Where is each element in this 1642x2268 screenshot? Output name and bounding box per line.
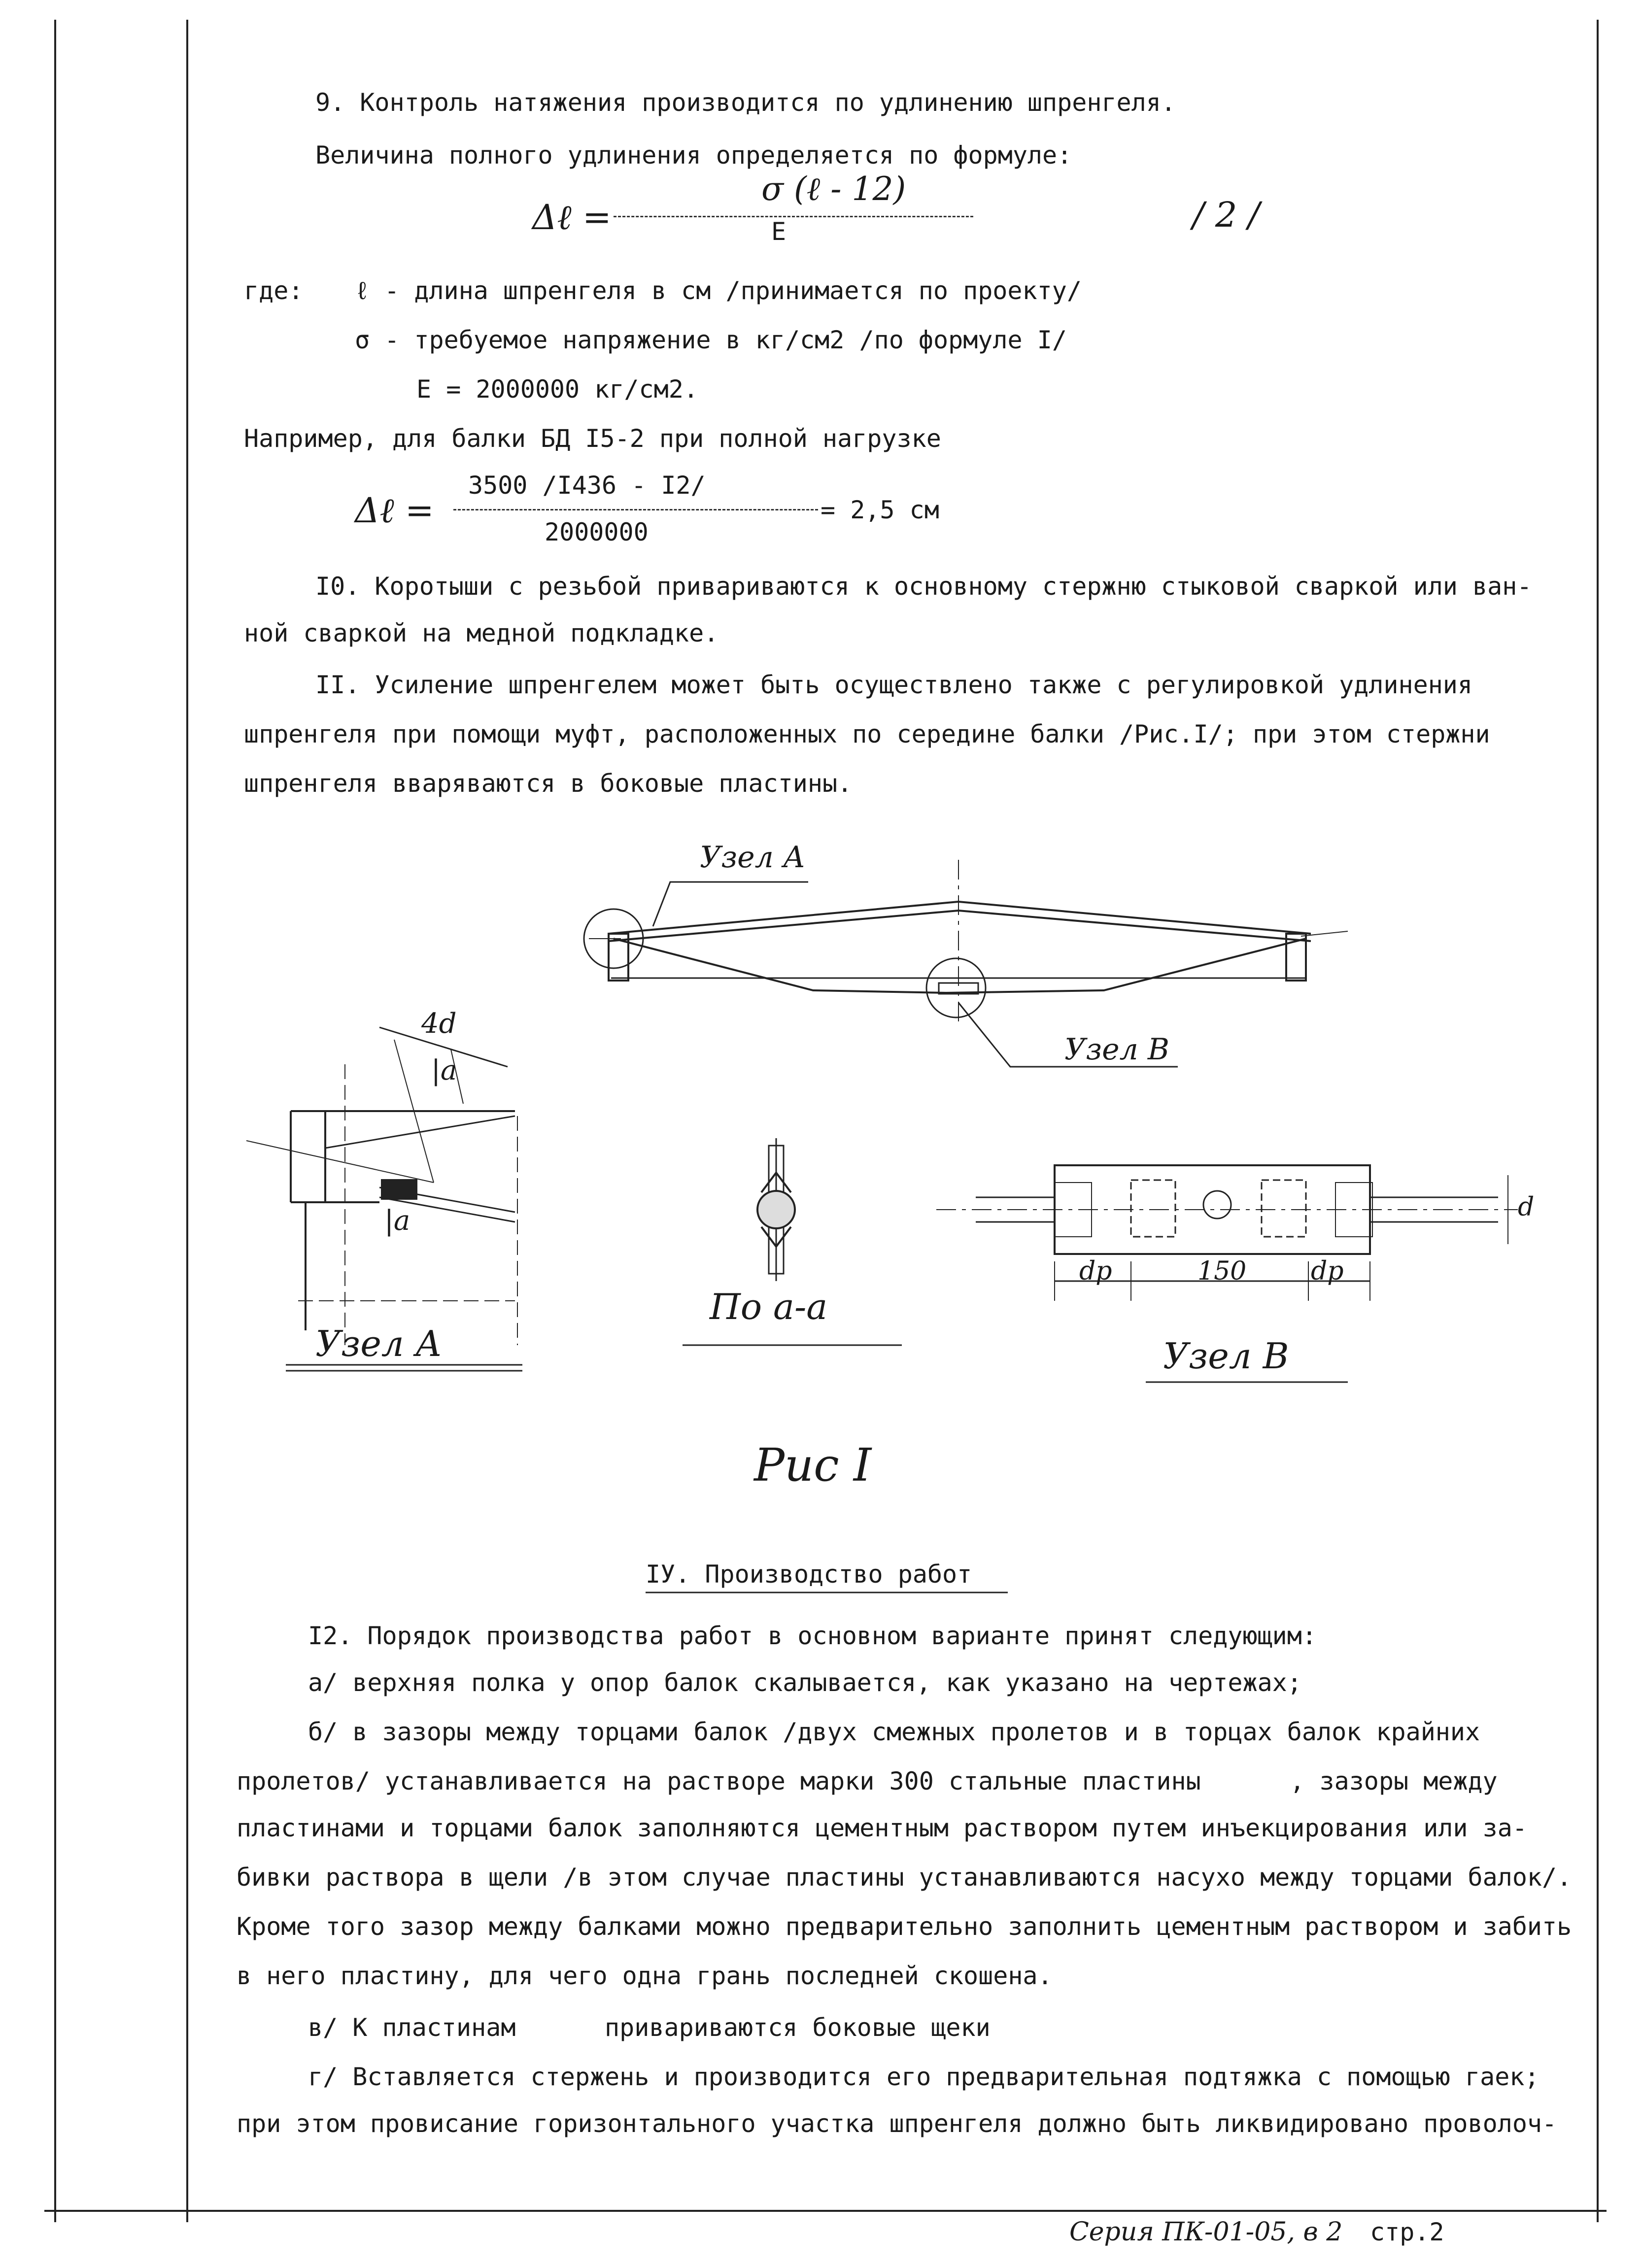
fig-title: Рис I: [754, 1439, 872, 1491]
example-result: = 2,5 см: [821, 496, 939, 524]
node-a-slope: [246, 1141, 434, 1183]
p12-a: а/ верхняя полка у опор балок скалывается, как указано на чертежах;: [308, 1668, 1302, 1697]
p12-b4: бивки раствора в щели /в этом случае пластины устанавливаются насухо между торцами балок/.: [237, 1863, 1572, 1892]
example-denominator: 2000000: [545, 518, 649, 546]
p10-line1: I0. Коротыши с резьбой привариваются к основному стержню стыковой сваркой или ван-: [315, 572, 1532, 601]
p11-line3: шпренгеля вваряваются в боковые пластины.: [244, 769, 853, 798]
p12-b3: пластинами и торцами балок заполняются цементным раствором путем инъекцирования или за-: [237, 1814, 1527, 1842]
p9-line2: Величина полного удлинения определяется по формуле:: [315, 141, 1072, 169]
fig-node-a-label: Узел А: [700, 840, 806, 875]
formula2-lhs: Δℓ =: [532, 197, 612, 237]
fig-dim-1a-top: |a: [431, 1054, 457, 1086]
footer-series: Серия ПК-01-05, в 2: [1069, 2217, 1343, 2247]
p12-b1: б/ в зазоры между торцами балок /двух смежных пролетов и в торцах балок крайних: [308, 1718, 1480, 1746]
p11-line2: шпренгеля при помощи муфт, расположенных по середине балки /Рис.I/; при этом стержни: [244, 720, 1490, 748]
where-l-desc: ℓ - длина шпренгеля в см /принимается по проекту/: [355, 276, 1082, 305]
beam-top-chord-inner: [609, 911, 1311, 941]
node-b-inner-left: [1131, 1180, 1175, 1237]
p12-line1: I2. Порядок производства работ в основном варианте принят следующим:: [308, 1622, 1317, 1650]
fig-caption-node-a: Узел А: [315, 1323, 443, 1364]
node-b-inner-right: [1262, 1180, 1306, 1237]
where-label: где:: [244, 276, 304, 305]
formula2-number: / 2 /: [1193, 195, 1260, 235]
footer-page: стр.2: [1370, 2218, 1444, 2246]
formula2-numerator: σ (ℓ - 12): [761, 170, 906, 208]
p10-line2: ной сваркой на медной подкладке.: [244, 619, 719, 647]
node-b-hole: [1203, 1191, 1231, 1219]
p12-b2: пролетов/ устанавливается на растворе марки 300 стальные пластины , зазоры между: [237, 1767, 1498, 1795]
fig-caption-node-b: Узел В: [1163, 1335, 1289, 1377]
formula2-denominator: E: [771, 217, 787, 246]
p12-g1: г/ Вставляется стержень и производится его предварительная подтяжка с помощью гаек;: [308, 2063, 1539, 2091]
p12-v: в/ К пластинам привариваются боковые щеки: [308, 2013, 991, 2042]
fig-caption-section: По а-а: [710, 1286, 828, 1327]
node-b-circle: [926, 958, 986, 1017]
where-e-desc: E = 2000000 кг/см2.: [416, 375, 698, 404]
fig-dim-dp-left: dр: [1079, 1256, 1112, 1286]
fig-dim-150: 150: [1197, 1256, 1247, 1286]
p12-b5: Кроме того зазор между балками можно предварительно заполнить цементным раствором и забить: [237, 1912, 1572, 1941]
fig-node-b-label: Узел В: [1064, 1032, 1169, 1067]
fig-dim-d: d: [1518, 1192, 1535, 1222]
where-sigma-desc: σ - требуемое напряжение в кг/см2 /по формуле I/: [355, 326, 1067, 354]
node-a-anchor: [382, 1180, 416, 1199]
p12-b6: в него пластину, для чего одна грань последней скошена.: [237, 1962, 1053, 1990]
p12-g2: при этом провисание горизонтального участка шпренгеля должно быть ликвидировано проволоч-: [237, 2109, 1557, 2138]
fig-dim-1a-bottom: |a: [384, 1205, 410, 1237]
p9-line1: 9. Контроль натяжения производится по удлинению шпренгеля.: [315, 88, 1176, 117]
node-a-leader: [653, 882, 808, 926]
fig-dim-4d: 4d: [421, 1008, 457, 1040]
fig-dim-dp-right: dр: [1311, 1256, 1344, 1286]
example-text: Например, для балки БД I5-2 при полной нагрузке: [244, 424, 941, 453]
beam-strut-rod: [614, 939, 1306, 993]
section-bar: [757, 1191, 795, 1228]
p11-line1: II. Усиление шпренгелем может быть осуществлено также с регулировкой удлинения: [315, 671, 1472, 699]
section4-heading: IУ. Производство работ: [646, 1560, 972, 1589]
example-numerator: 3500 /I436 - I2/: [468, 471, 706, 500]
beam-top-chord: [609, 902, 1311, 934]
example-lhs: Δℓ =: [355, 490, 434, 531]
